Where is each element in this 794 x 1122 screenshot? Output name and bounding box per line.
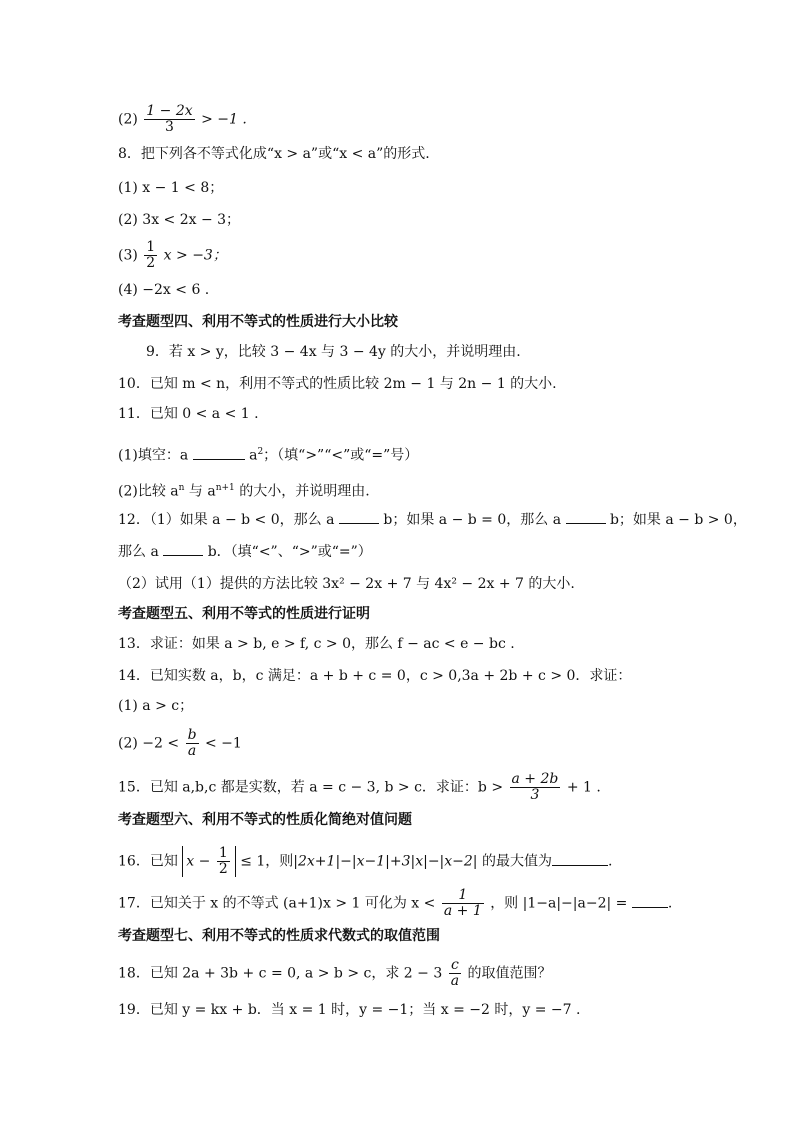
section-title-6: 考查题型六、利用不等式的性质化简绝对值问题: [118, 812, 412, 828]
fraction: $\frac{1}{a + 1}$: [443, 887, 482, 919]
q8-part2: (2) 3x < 2x − 3；: [118, 212, 241, 228]
q15: 15．已知 a,b,c 都是实数，若 a = c − 3, b > c．求证：b > $\frac{a + 2b}{3}$ + 1 .: [118, 771, 601, 803]
q8-part4: (4) −2x < 6 .: [118, 282, 210, 298]
fraction: $\frac{c}{a}$: [450, 957, 460, 989]
fraction: $\frac{1}{2}$: [146, 239, 156, 271]
q8-stem: 8．把下列各不等式化成“x > a”或“x < a”的形式.: [118, 146, 430, 162]
q11-part1: (1)填空：a $a^2$；（填“>”“<”或“=”号）: [118, 447, 419, 464]
section-title-7: 考查题型七、利用不等式的性质求代数式的取值范围: [118, 928, 440, 944]
fraction: $\frac{1}{2}$: [218, 845, 228, 877]
answer-blank[interactable]: [632, 907, 668, 908]
q12-part1: 12．（1）如果 a − b < 0，那么 a b；如果 a − b = 0，那么 a b；如果 a − b > 0，: [118, 512, 747, 528]
section-title-4: 考查题型四、利用不等式的性质进行大小比较: [118, 314, 398, 330]
q18: 18．已知 2a + 3b + c = 0, a > b > c，求 2 − 3 $\frac{c}{a}$ 的取值范围？: [118, 957, 552, 989]
q12-part1-cont: 那么 a b．（填“<”、“>”或“=”）: [118, 544, 372, 560]
answer-blank[interactable]: [339, 523, 379, 524]
q19: 19．已知 y = kx + b．当 x = 1 时，y = −1；当 x = −2 时，y = −7 .: [118, 1002, 581, 1018]
q11: 11．已知 0 < a < 1 .: [118, 406, 259, 422]
fraction: $\frac{b}{a}$: [187, 727, 197, 759]
q14-part2: (2) −2 < $\frac{b}{a}$ < −1: [118, 727, 242, 759]
fraction: $\frac{a + 2b}{3}$: [511, 771, 559, 803]
q10: 10．已知 m < n，利用不等式的性质比较 2m − 1 与 2n − 1 的大小.: [118, 376, 557, 392]
q16: 16．已知 x − $\frac{1}{2}$ ≤ 1，则|2x+1|−|x−1|+3|x|−|x−2| 的最大值为 .: [118, 845, 613, 877]
answer-blank[interactable]: [193, 459, 245, 460]
fraction: $\frac{1 - 2x}{3}$: [146, 103, 193, 135]
section-title-5: 考查题型五、利用不等式的性质进行证明: [118, 606, 370, 622]
q9: 9．若 x > y，比较 3 − 4x 与 3 − 4y 的大小，并说明理由.: [146, 344, 521, 360]
q17: 17．已知关于 x 的不等式 (a+1)x > 1 可化为 x < $\frac{1}{a + 1}$ ，则 |1−a|−|a−2| = .: [118, 887, 673, 919]
q14-part1: (1) a > c；: [118, 698, 194, 714]
q14: 14．已知实数 a，b，c 满足：a + b + c = 0，c > 0,3a + 2b + c > 0．求证：: [118, 668, 632, 684]
answer-blank[interactable]: [566, 523, 606, 524]
answer-blank[interactable]: [552, 865, 608, 866]
q13: 13．求证：如果 a > b, e > f, c > 0，那么 f − ac < e − bc .: [118, 636, 515, 652]
q11-part2: (2)比较 $a^n$ 与 $a^{n+1}$ 的大小，并说明理由.: [118, 483, 370, 500]
answer-blank[interactable]: [163, 555, 203, 556]
q8-part1: (1) x − 1 < 8；: [118, 180, 224, 196]
q7-part2: (2) $\frac{1 - 2x}{3}$ > −1 .: [118, 103, 247, 135]
absolute-value: x − $\frac{1}{2}$: [182, 846, 235, 877]
q12-part2: （2）试用（1）提供的方法比较 3x² − 2x + 7 与 4x² − 2x + 7 的大小.: [118, 576, 575, 592]
q8-part3: (3) $\frac{1}{2}$ x > −3；: [118, 239, 227, 271]
